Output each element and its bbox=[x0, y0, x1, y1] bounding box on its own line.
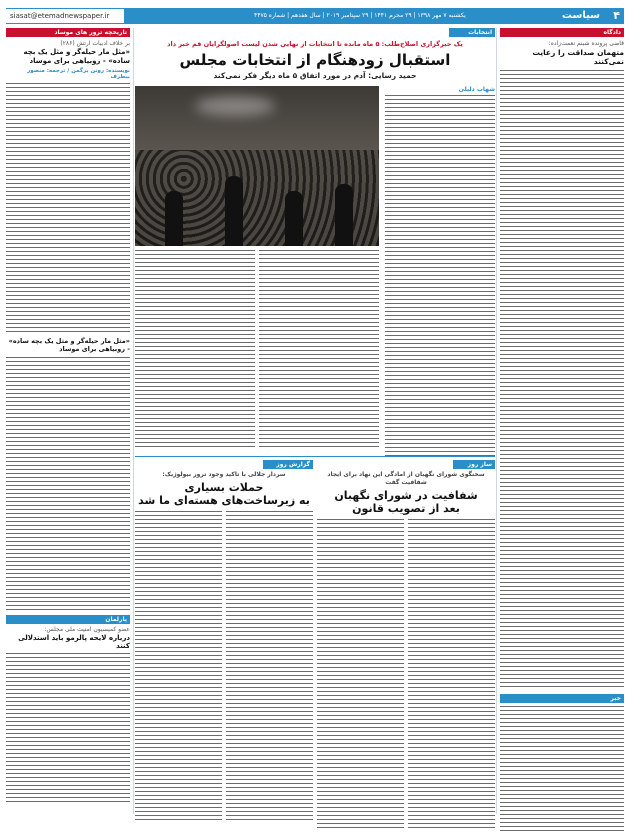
left-column-bottom-kicker: عضو کمیسیون امنیت ملی مجلس: bbox=[44, 626, 130, 633]
news-photo bbox=[135, 86, 379, 246]
lower-right-kicker: سخنگوی شورای نگهبان از امادگی این نهاد برای ایجاد شفافیت گفت bbox=[327, 471, 485, 486]
article-text bbox=[317, 519, 404, 831]
left-column bbox=[6, 28, 130, 814]
lower-left-tag: گزارش روز bbox=[263, 460, 313, 469]
right-column-bottom-tag: خبر bbox=[500, 694, 624, 703]
left-column-body bbox=[6, 83, 130, 333]
left-column-bottom-body bbox=[6, 653, 130, 803]
lower-left-story bbox=[135, 460, 313, 823]
main-headline: استقبال زودهنگام از انتخابات مجلس bbox=[179, 51, 451, 69]
photo-figure bbox=[335, 184, 353, 246]
right-column bbox=[500, 28, 624, 814]
lower-left-body bbox=[135, 511, 313, 823]
article-column-1 bbox=[385, 86, 495, 459]
article-text bbox=[226, 511, 313, 823]
article-column-3 bbox=[135, 250, 255, 450]
article-text bbox=[408, 519, 495, 831]
lower-right-body bbox=[317, 519, 495, 831]
main-subhead: حمید رسایی: آدم در مورد اتفاق ۵ ماه دیگر فکر نمی‌کند bbox=[213, 71, 417, 80]
page-number: ۴ bbox=[613, 9, 620, 22]
left-column-byline: نویسنده: رونن برگمن / ترجمه: منصور بیطرف bbox=[27, 68, 130, 80]
right-column-body bbox=[500, 70, 624, 690]
photo-figure bbox=[285, 191, 303, 246]
article-text bbox=[135, 511, 222, 823]
section-email[interactable]: siasat@etemadnewspaper.ir bbox=[6, 9, 124, 23]
photo-light bbox=[195, 96, 275, 116]
main-kicker: یک خبرگزاری اصلاح‌طلب: ۵ ماه مانده تا انتخابات از نهایی شدن لیست اصولگرایان قم خبر داد bbox=[167, 40, 463, 48]
section-divider bbox=[135, 456, 495, 457]
left-column-tag: تاریخچه ترور های موساد bbox=[6, 28, 130, 37]
article-text bbox=[259, 250, 379, 450]
page-header bbox=[6, 8, 624, 24]
lower-left-title-1: حملات بسیاری bbox=[184, 481, 264, 494]
left-column-bottom-tag: پارلمان bbox=[6, 615, 130, 624]
left-column-kicker: بر خلاف ادبیات ارتش (۲۸۶) bbox=[60, 40, 130, 47]
lower-right-story bbox=[317, 460, 495, 831]
article-column-2 bbox=[259, 250, 379, 450]
column-divider bbox=[133, 28, 134, 814]
left-column-body-2 bbox=[6, 357, 130, 611]
author-name: شهاب دلیلی bbox=[458, 86, 495, 93]
main-column bbox=[135, 28, 495, 814]
right-column-kicker: قاضی پرونده شبنم نعمت‌زاده: bbox=[548, 40, 624, 47]
right-column-bottom-body bbox=[500, 706, 624, 832]
lower-right-title-2: بعد از تصویب قانون bbox=[352, 502, 460, 515]
lower-right-tag: ساز روز bbox=[453, 460, 495, 469]
lower-left-title-2: به زیرساخت‌های هسته‌ای ما شد bbox=[138, 494, 310, 507]
article-text bbox=[135, 250, 255, 450]
column-divider bbox=[496, 28, 497, 814]
right-column-tag: دادگاه bbox=[500, 28, 624, 37]
lower-right-title-1: شفافیت در شورای نگهبان bbox=[334, 489, 478, 502]
article-text bbox=[385, 95, 495, 459]
left-column-subtitle: «مثل مار حیله‌گر و مثل یک بچه ساده» - روبیاهی برای موساد bbox=[23, 48, 130, 65]
section-title: سیاست bbox=[561, 10, 600, 21]
lower-left-kicker: سردار جلالی با تاکید وجود ترور بیولوژیک: bbox=[162, 471, 286, 478]
main-tag: انتخابات bbox=[449, 28, 495, 37]
right-column-title: متهمان صداقت را رعایت نمی‌کنند bbox=[532, 48, 624, 66]
rule bbox=[135, 456, 495, 457]
dateline: یکشنبه ۷ مهر ۱۳۹۸ | ۲۹ محرم ۱۴۴۱ | ۲۹ سپتامبر ۲۰۱۹ | سال هفدهم | شماره ۴۴۷۵ bbox=[254, 12, 466, 19]
photo-figure bbox=[225, 176, 243, 246]
left-column-bottom-title: درباره لایحه پالرمو باید استدلالی کنند bbox=[18, 634, 130, 650]
photo-figure bbox=[165, 191, 183, 246]
left-column-quote: «مثل مار حیله‌گر و مثل یک بچه ساده» - روبیاهی برای موساد bbox=[8, 337, 130, 353]
